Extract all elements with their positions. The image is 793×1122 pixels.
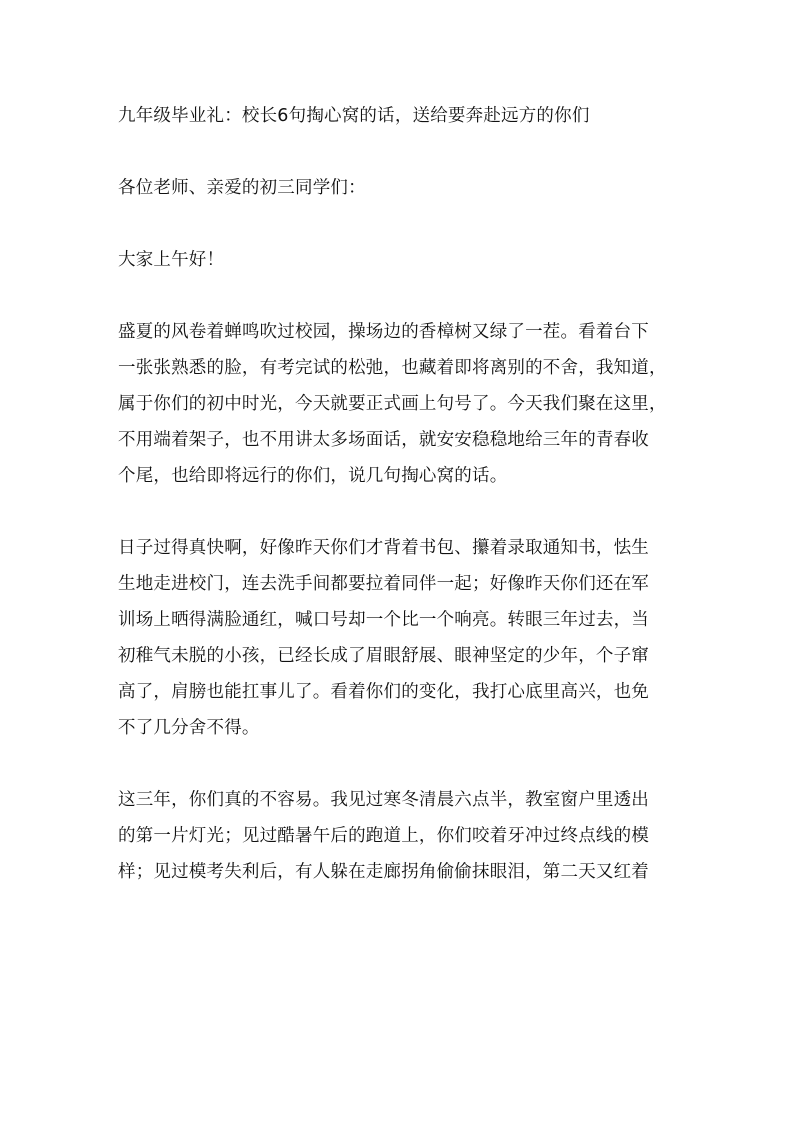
greeting bbox=[118, 242, 678, 278]
document-body bbox=[118, 98, 678, 890]
salutation bbox=[118, 170, 678, 206]
paragraph-gap bbox=[118, 746, 678, 782]
document-title bbox=[118, 98, 678, 134]
paragraph-line: 不用端着架子，也不用讲太多场面话，就安安稳稳地给三年的青春收 bbox=[118, 430, 649, 450]
paragraph-line: 这三年，你们真的不容易。我见过寒冬清晨六点半，教室窗户里透出 bbox=[118, 790, 649, 810]
paragraph-line: 高了，肩膀也能扛事儿了。看着你们的变化，我打心底里高兴，也免 bbox=[118, 682, 649, 702]
paragraph-line: 的第一片灯光；见过酷暑午后的跑道上，你们咬着牙冲过终点线的模 bbox=[118, 826, 649, 846]
paragraph-line: 盛夏的风卷着蝉鸣吹过校园，操场边的香樟树又绿了一茬。看着台下 bbox=[118, 322, 649, 342]
title-line: 九年级毕业礼：校长6句掏心窝的话，送给要奔赴远方的你们 bbox=[118, 106, 590, 126]
paragraph-1 bbox=[118, 314, 678, 494]
paragraph-gap bbox=[118, 134, 678, 170]
paragraph-line: 属于你们的初中时光，今天就要正式画上句号了。今天我们聚在这里， bbox=[118, 394, 667, 414]
paragraph-line: 生地走进校门，连去洗手间都要拉着同伴一起；好像昨天你们还在军 bbox=[118, 574, 649, 594]
paragraph-line: 初稚气未脱的小孩，已经长成了眉眼舒展、眼神坚定的少年，个子窜 bbox=[118, 646, 649, 666]
paragraph-line: 样；见过模考失利后，有人躲在走廊拐角偷偷抹眼泪，第二天又红着 bbox=[118, 862, 649, 882]
paragraph-gap bbox=[118, 494, 678, 530]
greeting-line: 大家上午好！ bbox=[118, 250, 225, 270]
paragraph-line: 日子过得真快啊，好像昨天你们才背着书包、攥着录取通知书，怯生 bbox=[118, 538, 649, 558]
paragraph-2 bbox=[118, 530, 678, 746]
paragraph-3 bbox=[118, 782, 678, 890]
salutation-line: 各位老师、亲爱的初三同学们： bbox=[118, 178, 366, 198]
paragraph-line: 一张张熟悉的脸，有考完试的松弛，也藏着即将离别的不舍，我知道， bbox=[118, 358, 667, 378]
paragraph-line: 训场上晒得满脸通红，喊口号却一个比一个响亮。转眼三年过去，当 bbox=[118, 610, 649, 630]
paragraph-gap bbox=[118, 278, 678, 314]
paragraph-gap bbox=[118, 206, 678, 242]
paragraph-line: 个尾，也给即将远行的你们，说几句掏心窝的话。 bbox=[118, 466, 508, 486]
paragraph-line: 不了几分舍不得。 bbox=[118, 718, 260, 738]
